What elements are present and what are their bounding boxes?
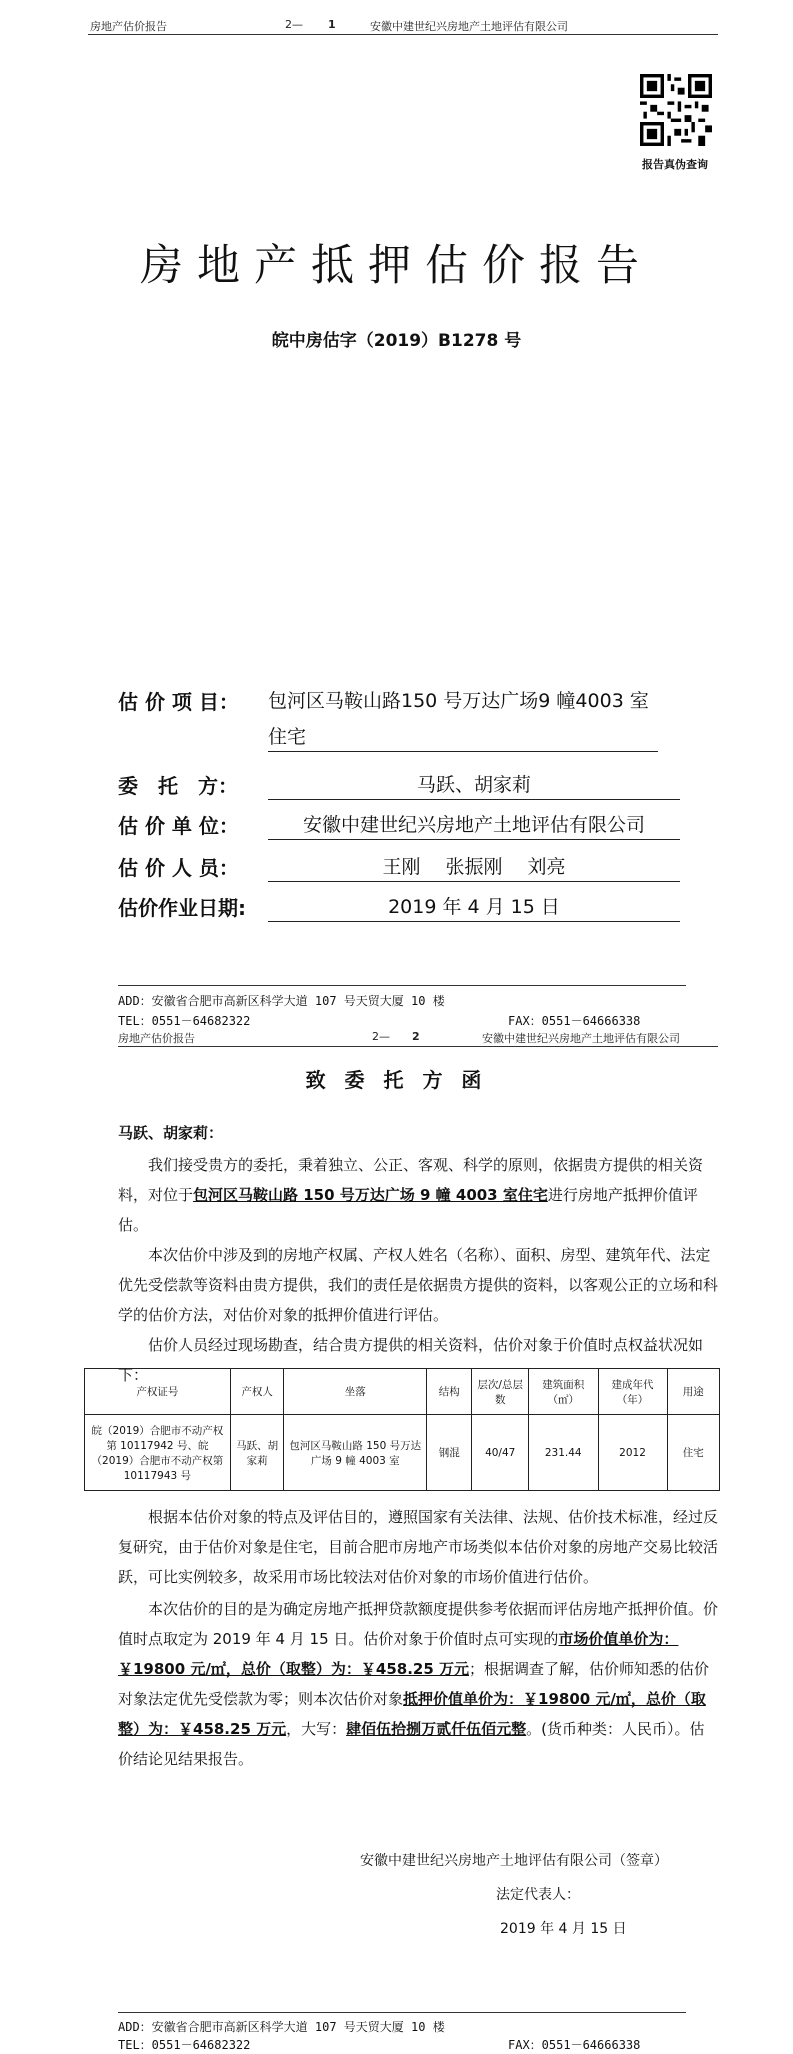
page1-header-mid: 2— (285, 18, 303, 31)
page1-footer-fax: FAX：0551－64666338 (508, 1014, 641, 1028)
property-table (84, 1368, 720, 1491)
paragraph-5 (118, 1594, 718, 1774)
field-value-project: 包河区马鞍山路150 号万达广场9 幢4003 室 (268, 690, 649, 712)
table-cell-location: 包河区马鞍山路 150 号万达广场 9 幢 4003 室 (284, 1415, 427, 1491)
table-cell-cert-no: 皖（2019）合肥市不动产权第 10117942 号、皖（2019）合肥市不动产权第 10117943 号 (85, 1415, 231, 1491)
paragraph-1-location: 包河区马鞍山路 150 号万达广场 9 幢 4003 室住宅 (193, 1186, 548, 1204)
paragraph-5-e: ，大写： (286, 1720, 347, 1738)
field-value-appraiser-unit: 安徽中建世纪兴房地产土地评估有限公司 (268, 810, 680, 840)
table-header: 建成年代（年） (598, 1369, 667, 1415)
page1-header-right: 安徽中建世纪兴房地产土地评估有限公司 (370, 20, 568, 33)
page1-header-page-number: 1 (328, 18, 336, 31)
page2-footer-fax: FAX：0551－64666338 (508, 2038, 641, 2052)
paragraph-5-c: ；根据调查了解，估价师知悉的估价对象法定优先受偿款为零；则本次估价对象 (118, 1660, 710, 1708)
paragraph-4: 根据本估价对象的特点及评估目的，遵照国家有关法律、法规、估价技术标准，经过反复研究，由于估价对象是住宅，目前合肥市房地产市场类似本估价对象的房地产交易比较活跃，可比实例较多，故采用市场比较法对估价对象的市场价值进行估价。 (118, 1508, 719, 1586)
market-value-text: 市场价值单价为：￥19800 元/㎡，总价（取整）为：￥458.25 万元 (118, 1630, 679, 1678)
amount-in-words: 肆佰伍拾捌万贰仟伍佰元整 (346, 1720, 527, 1738)
field-label-appraisers: 估 价 人 员： (118, 856, 239, 880)
qr-caption: 报告真伪查询 (642, 158, 708, 171)
page1-header-rule (88, 34, 718, 35)
field-label-appraiser-unit: 估 价 单 位： (118, 814, 239, 838)
page1-footer-tel: TEL：0551－64682322 (118, 1014, 251, 1028)
table-header: 产权人 (230, 1369, 284, 1415)
page2-header-rule (118, 1046, 718, 1047)
page1-footer-rule (118, 985, 686, 986)
paragraph-1-c: 进行房地产抵押价值评估。 (118, 1186, 698, 1234)
page2-header-mid: 2— (372, 1030, 390, 1043)
table-header: 坐落 (284, 1369, 427, 1415)
report-number: 皖中房估字（2019）B1278 号 (271, 331, 522, 351)
field-label-work-date: 估价作业日期: (118, 896, 246, 920)
table-header: 结构 (427, 1369, 472, 1415)
table-cell-use: 住宅 (667, 1415, 719, 1491)
field-label-project: 估 价 项 目： (118, 690, 239, 714)
page2-footer-rule (118, 2012, 686, 2013)
page2-header-page-number: 2 (412, 1030, 420, 1043)
page1-header-left: 房地产估价报告 (90, 20, 167, 33)
field-value-work-date: 2019 年 4 月 15 日 (268, 892, 680, 922)
signature-representative: 法定代表人： (496, 1887, 580, 1903)
page2-footer-address: ADD：安徽省合肥市高新区科学大道 107 号天贸大厦 10 楼 (118, 2020, 445, 2034)
table-cell-floor: 40/47 (472, 1415, 528, 1491)
field-value-project-line2: 住宅 (268, 722, 658, 752)
mortgage-value-text: 抵押价值单价为：￥19800 元/㎡，总价（取整）为：￥458.25 万元 (118, 1690, 706, 1738)
table-header: 产权证号 (85, 1369, 231, 1415)
field-value-client: 马跃、胡家莉 (268, 770, 680, 800)
table-header: 层次/总层数 (472, 1369, 528, 1415)
salutation: 马跃、胡家莉： (118, 1124, 224, 1142)
signature-company: 安徽中建世纪兴房地产土地评估有限公司（签章） (360, 1853, 668, 1869)
paragraph-2: 本次估价中涉及到的房地产权属、产权人姓名（名称）、面积、房型、建筑年代、法定优先受偿款等资料由贵方提供，我们的责任是依据贵方提供的资料，以客观公正的立场和科学的估价方法，对估价对象的抵押价值进行评估。 (118, 1246, 719, 1324)
letter-title: 致 委 托 方 函 (305, 1068, 488, 1092)
paragraph-5-g: 。(货币种类：人民币）。估价结论见结果报告。 (118, 1720, 705, 1768)
page2-footer-tel: TEL：0551－64682322 (118, 2038, 251, 2052)
table-row (85, 1415, 720, 1491)
table-cell-year: 2012 (598, 1415, 667, 1491)
paragraph-1 (118, 1150, 718, 1240)
table-cell-owner: 马跃、胡家莉 (230, 1415, 284, 1491)
table-cell-structure: 钢混 (427, 1415, 472, 1491)
field-label-client: 委 托 方： (118, 774, 238, 798)
report-title: 房地产抵押估价报告 (140, 241, 653, 291)
page2-header-left: 房地产估价报告 (118, 1032, 195, 1045)
table-header: 用途 (667, 1369, 719, 1415)
table-cell-area: 231.44 (528, 1415, 598, 1491)
paragraph-5-a: 本次估价的目的是为确定房地产抵押贷款额度提供参考依据而评估房地产抵押价值。价值时点取定为 2019 年 4 月 15 日。估价对象于价值时点可实现的 (118, 1600, 719, 1648)
field-value-appraisers: 王刚 张振刚 刘亮 (268, 852, 680, 882)
signature-date: 2019 年 4 月 15 日 (500, 1921, 627, 1937)
page2-header-right: 安徽中建世纪兴房地产土地评估有限公司 (482, 1032, 680, 1045)
page1-footer-address: ADD：安徽省合肥市高新区科学大道 107 号天贸大厦 10 楼 (118, 994, 445, 1008)
paragraph-1-a: 我们接受贵方的委托，秉着独立、公正、客观、科学的原则，依据贵方提供的相关资料，对位于 (118, 1156, 704, 1204)
table-header: 建筑面积（㎡） (528, 1369, 598, 1415)
qr-code-icon[interactable] (640, 74, 712, 146)
paragraph-3: 估价人员经过现场勘查，结合贵方提供的相关资料，估价对象于价值时点权益状况如下： (118, 1336, 704, 1384)
